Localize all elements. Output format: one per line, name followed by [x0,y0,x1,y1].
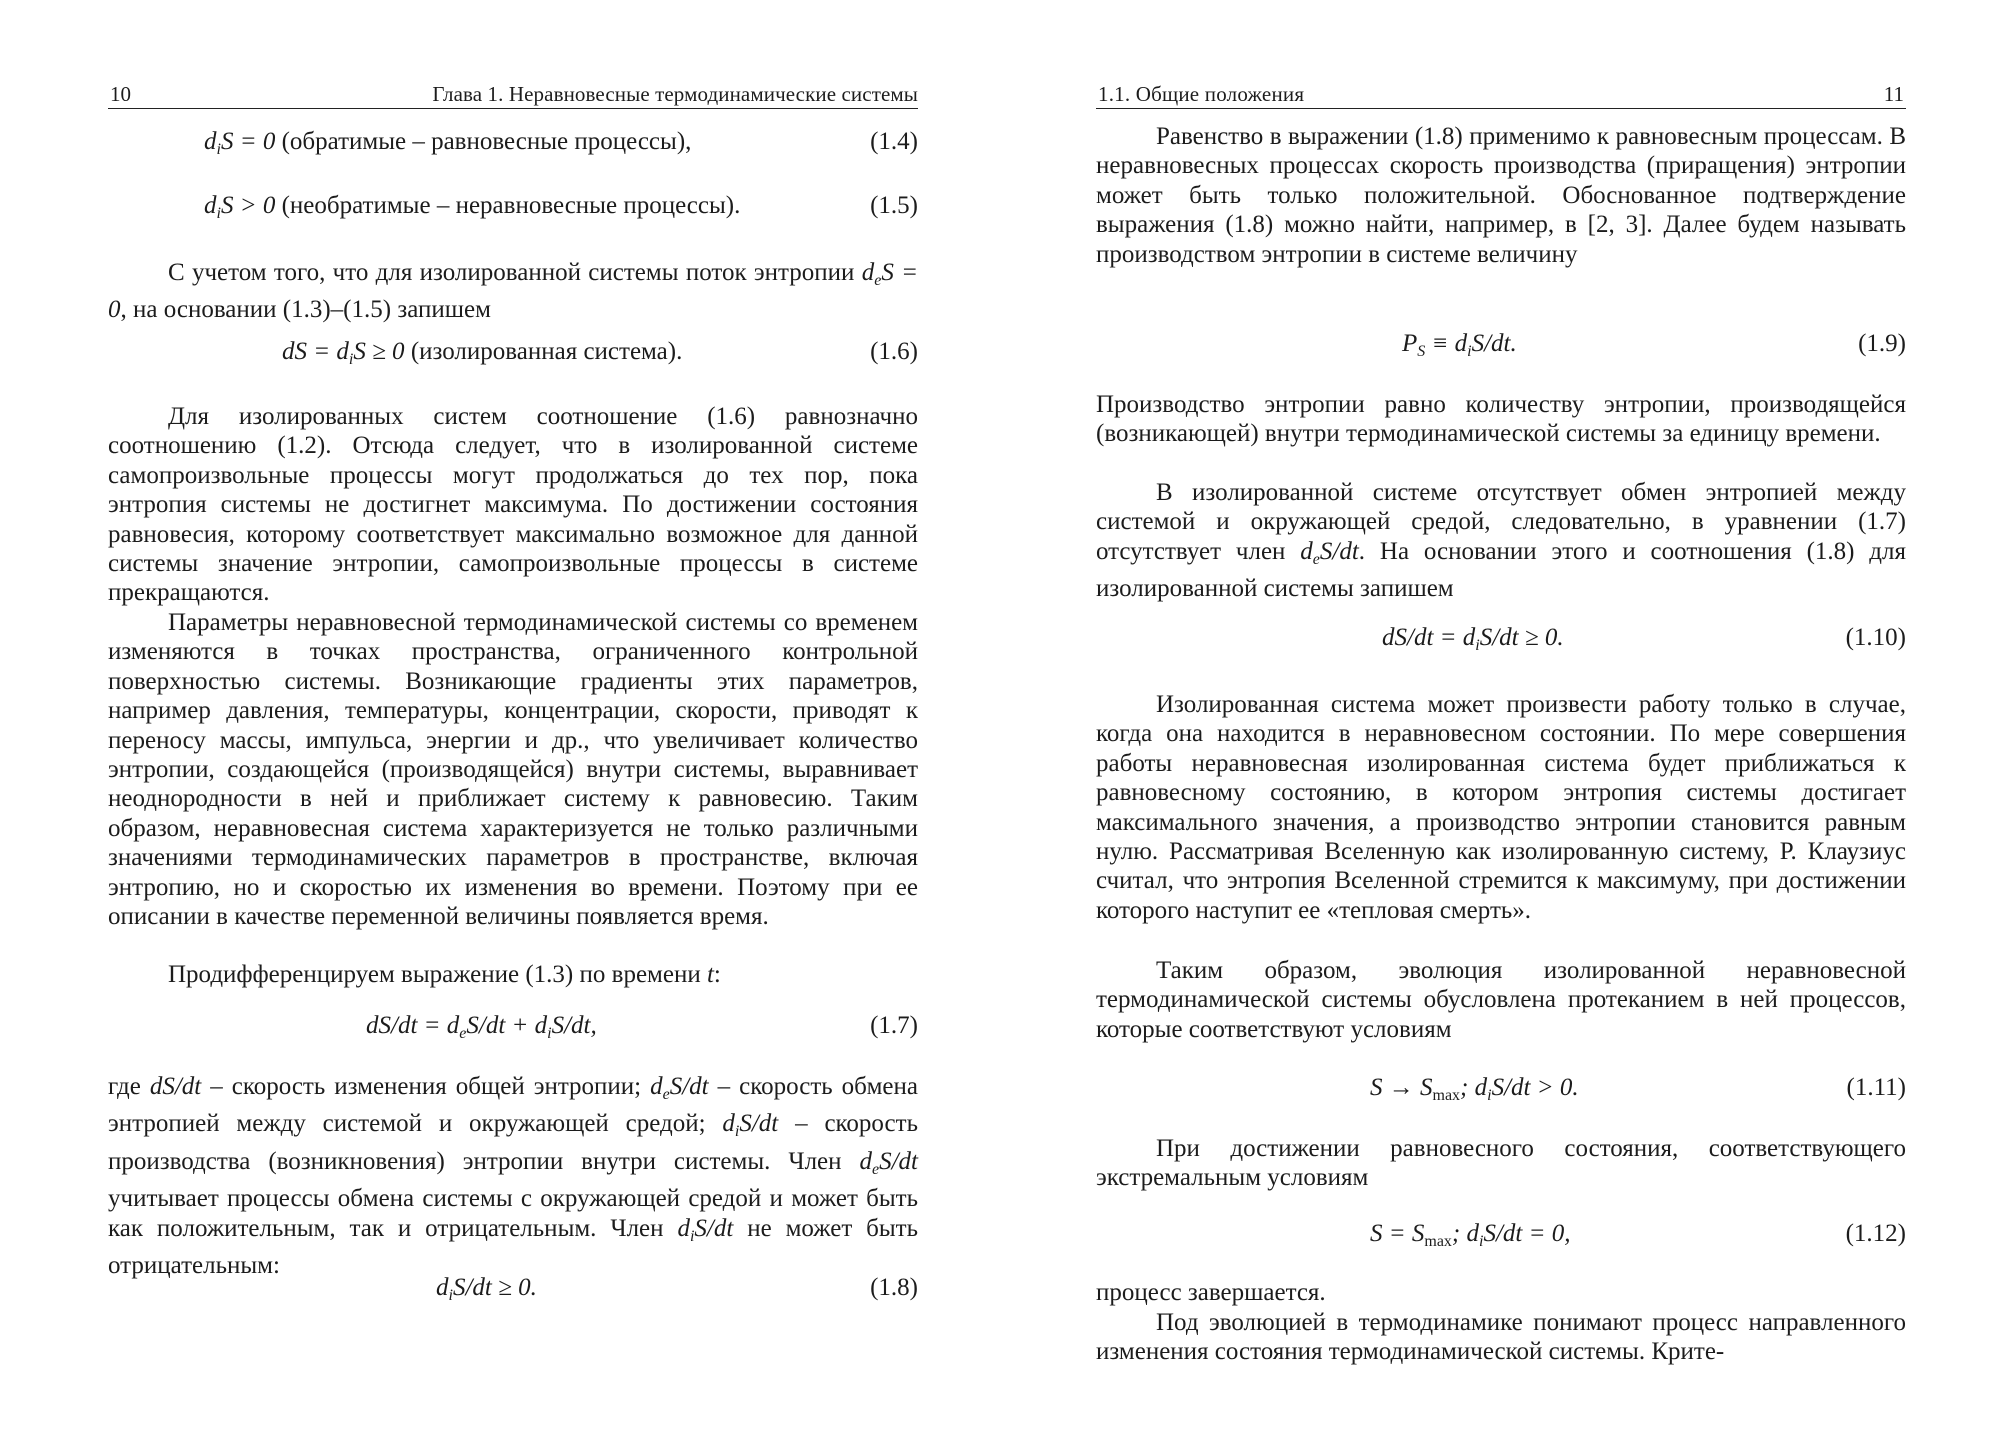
equation-number: (1.12) [1845,1220,1906,1247]
equation-1-7: $dS/dt = d_eS/dt + d_iS/dt$, (1.7) [366,1012,918,1042]
equation-number: (1.10) [1845,624,1906,651]
right-page [1000,0,2000,1452]
paragraph: процесс завершается. [1096,1279,1326,1306]
left-page-number: 10 [110,82,131,106]
paragraph: Параметры неравновесной термодинамической системы со временем изменяются в точках пространства, ограниченного контрольной поверхностью системы. Возникающие градиенты этих параметров, например давления, температуры, концентрации, скорости, приводят к переносу массы, импульса, энергии и др., что увеличивает количество энтропии, создающейся (производящейся) внутри системы, выравнивает неоднородности в ней и приближает систему к равновесию. Таким образом, неравновесная система характеризуется не только различными значениями термодинамических параметров в пространстве, включая энтропию, но и скоростью их изменения во времени. Поэтому при ее описании в качестве переменной величины появляется время. [108,609,918,931]
paragraph: Равенство в выражении (1.8) применимо к равновесным процессам. В неравновесных процессах скорость производства (приращения) энтропии может быть только положительной. Обоснованное подтверждение выражения (1.8) можно найти, например, в [2, 3]. Далее будем называть производством энтропии в системе величину [1096,123,1906,268]
paragraph: Таким образом, эволюция изолированной неравновесной термодинамической системы обусловлена протеканием в ней процессов, которые соответствуют условиям [1096,957,1906,1043]
equation-1-8: $d_iS/dt \ge 0$. (1.8) [436,1274,918,1304]
equation-1-6: dS = $d_iS \ge 0$ (изолированная система). (1.6) [282,338,918,368]
equation-number: (1.9) [1858,330,1906,357]
paragraph: Изолированная система может произвести работу только в случае, когда она находится в неравновесном состоянии. По мере совершения работы неравновесная изолированная система будет приближаться к равновесному состоянию, в котором энтропия системы достигает максимального значения, а производство энтропии становится равным нулю. Рассматривая Вселенную как изолированную систему, Р. Клаузиус считал, что энтропия Вселенной стремится к максимуму, при достижении которого наступит ее «тепловая смерть». [1096,691,1906,924]
paragraph: Продифференцируем выражение (1.3) по времени t: [168,961,721,988]
equation-1-4: $d_iS = 0$ (обратимые – равновесные процессы), (1.4) [204,128,918,158]
left-running-title: Глава 1. Неравновесные термодинамические системы [432,82,918,106]
equation-1-12: $S = S_{max}$; $d_iS/dt = 0$, (1.12) [1370,1220,1906,1250]
paragraph: Для изолированных систем соотношение (1.6) равнозначно соотношению (1.2). Отсюда следует, что в изолированной системе самопроизвольные процессы могут продолжаться до тех пор, пока энтропия системы не достигнет максимума. По достижении состояния равновесия, которому соответствует максимально возможное для данной системы значение энтропии, самопроизвольные процессы в системе прекращаются. [108,403,918,607]
equation-number: (1.7) [870,1012,918,1039]
equation-number: (1.6) [870,338,918,365]
paragraph: В изолированной системе отсутствует обмен энтропией между системой и окружающей средой, следовательно, в уравнении (1.7) отсутствует член $d_eS/dt$. На основании этого и соотношения (1.8) для изолированной системы запишем [1096,479,1907,603]
equation-number: (1.4) [870,128,918,155]
paragraph: Под эволюцией в термодинамике понимают процесс направленного изменения состояния термодинамической системы. Крите- [1096,1309,1906,1366]
right-running-title: 1.1. Общие положения [1098,82,1305,106]
left-running-head [108,80,918,109]
right-page-number: 11 [1883,82,1904,106]
paragraph: С учетом того, что для изолированной системы поток энтропии $d_eS = 0$, на основании (1.3)–(1.5) запишем [108,259,918,324]
equation-1-10: $dS/dt = d_iS/dt \ge 0$. (1.10) [1382,624,1906,654]
equation-number: (1.5) [870,192,918,219]
paragraph: При достижении равновесного состояния, соответствующего экстремальным условиям [1096,1135,1906,1192]
equation-1-9: $P_S \equiv d_iS/dt$. (1.9) [1402,330,1906,360]
right-running-head [1096,80,1906,109]
paragraph: где dS/dt – скорость изменения общей энтропии; $d_eS/dt$ – скорость обмена энтропией между системой и окружающей средой; $d_iS/dt$ – скорость производства (возникновения) энтропии внутри системы. Член $d_eS/dt$ учитывает процессы обмена системы с окружающей средой и может быть как положительным, так и отрицательным. Член $d_iS/dt$ не может быть отрицательным: [108,1073,919,1280]
equation-1-5: $d_iS > 0$ (необратимые – неравновесные процессы). (1.5) [204,192,918,222]
equation-1-11: $S \to S_{max}$; $d_iS/dt > 0$. (1.11) [1370,1074,1906,1104]
paragraph: Производство энтропии равно количеству энтропии, производящейся (возникающей) внутри термодинамической системы за единицу времени. [1096,391,1906,448]
equation-number: (1.11) [1846,1074,1906,1101]
equation-number: (1.8) [870,1274,918,1301]
